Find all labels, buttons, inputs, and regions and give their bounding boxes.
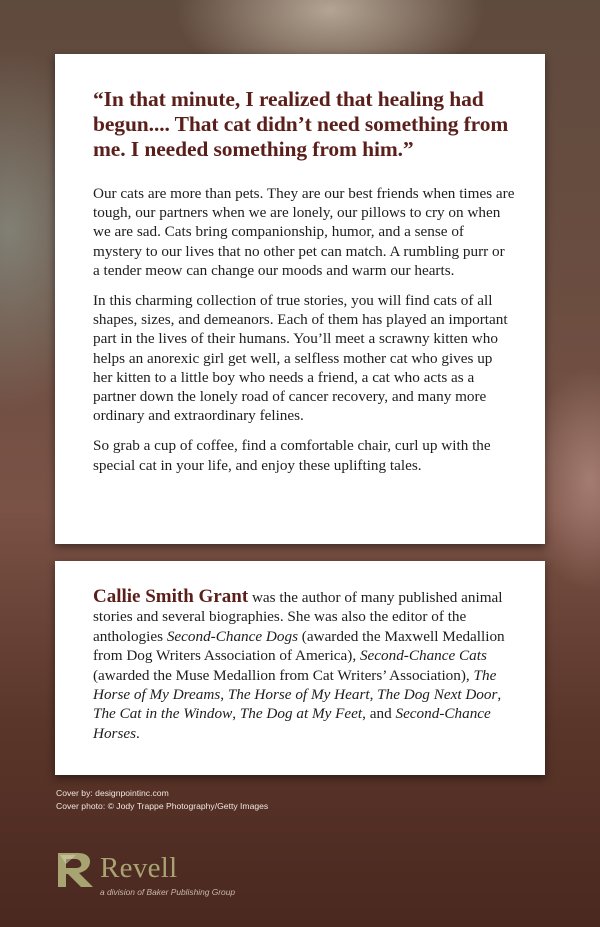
author-bio	[93, 587, 515, 743]
cover-credits	[56, 787, 268, 813]
bio-text: , and	[362, 705, 396, 723]
author-bio-panel	[55, 561, 545, 775]
book-title: The Horse of My Dreams	[93, 666, 497, 704]
bio-text: (awarded the Maxwell Medallion from Dog Writers Association of America),	[93, 627, 505, 665]
book-title: The Cat in the Window	[93, 705, 233, 723]
book-title: The Dog at My Feet	[239, 705, 363, 723]
blurb-paragraph-2: In this charming collection of true stories, you will find cats of all shapes, sizes, and demeanors. Each of them has played an important part in the lives of their humans. You’ll meet a scrawny kitten who helps an anorexic girl get well, a selfless mother cat who gives up her kitten to a little boy who needs a friend, a cat who acts as a partner down the lonely road of cancer recovery, and many more ordinary and extraordinary felines.	[93, 292, 508, 425]
publisher-tagline: a division of Baker Publishing Group	[100, 887, 236, 897]
author-name: Callie Smith Grant	[93, 586, 249, 607]
book-title: The Dog Next Door	[377, 686, 498, 704]
cover-photo-credit: Cover photo: © Jody Trappe Photography/Getty Images	[56, 801, 269, 811]
blurb-paragraph-1: Our cats are more than pets. They are our best friends when times are tough, our partners when we are lonely, our pillows to cry on when we are sad. Cats bring companionship, humor, and a sense of mystery to our lives that no other pet can match. A rumbling purr or a tender meow can change our moods and warm our hearts.	[93, 185, 515, 279]
book-title: The Horse of My Heart	[227, 686, 370, 704]
book-title: Second-Chance Horses	[93, 705, 491, 742]
pull-quote: “In that minute, I realized that healing had begun.... That cat didn’t need something from me. I needed something from him.”	[93, 87, 509, 161]
book-title: Second-Chance Cats	[359, 647, 487, 665]
bio-text: ,	[232, 705, 240, 723]
cover-design-credit: Cover by: designpointinc.com	[56, 788, 169, 798]
book-title: Second-Chance Dogs	[166, 627, 298, 645]
bio-text: ,	[220, 686, 228, 704]
blurb-paragraph-3: So grab a cup of coffee, find a comfortable chair, curl up with the special cat in your life, and enjoy these uplifting tales.	[93, 437, 491, 474]
blurb-panel	[55, 54, 545, 544]
bio-text: ,	[369, 686, 378, 704]
publisher-logo	[56, 848, 266, 904]
bio-text: was the author of many published animal stories and several biographies. She was also the editor of the anthologies	[93, 589, 503, 645]
revell-r-icon	[56, 850, 96, 890]
bio-text: .	[136, 724, 140, 742]
publisher-name: Revell	[100, 852, 178, 884]
bio-text: ,	[497, 686, 502, 704]
bio-text: (awarded the Muse Medallion from Cat Writers’ Association),	[93, 666, 474, 684]
